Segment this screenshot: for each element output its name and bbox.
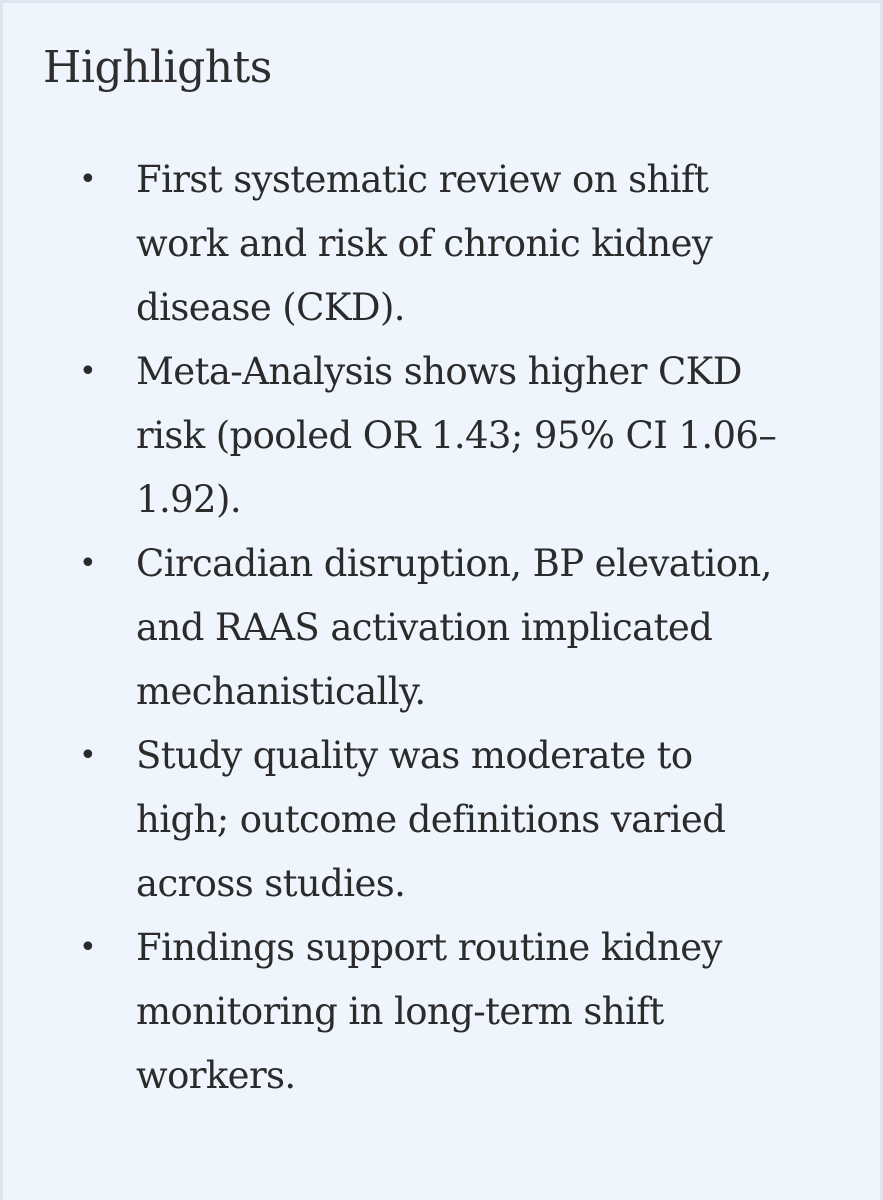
highlight-line: Meta-Analysis shows higher CKD: [136, 350, 742, 393]
bullet-icon: •: [79, 930, 97, 965]
highlight-line: across studies.: [136, 862, 406, 905]
highlight-text: [136, 148, 856, 340]
highlight-line: Circadian disruption, BP elevation,: [136, 542, 772, 585]
bullet-icon: •: [79, 738, 97, 773]
highlight-item-5: [0, 916, 883, 1108]
highlight-line: work and risk of chronic kidney: [136, 222, 713, 265]
highlight-text: [136, 340, 856, 532]
highlight-line: mechanistically.: [136, 670, 426, 713]
highlight-text: [136, 916, 856, 1108]
highlight-text: [136, 724, 856, 916]
highlight-line: Findings support routine kidney: [136, 926, 722, 969]
bullet-icon: •: [79, 546, 97, 581]
highlight-line: and RAAS activation implicated: [136, 606, 713, 649]
highlight-line: First systematic review on shift: [136, 158, 709, 201]
highlight-item-3: [0, 532, 883, 724]
highlight-line: workers.: [136, 1054, 296, 1097]
highlight-line: disease (CKD).: [136, 286, 405, 329]
highlight-line: monitoring in long-term shift: [136, 990, 664, 1033]
panel-border-top: [0, 0, 883, 3]
highlight-line: 1.92).: [136, 478, 241, 521]
highlight-line: Study quality was moderate to: [136, 734, 693, 777]
highlight-line: risk (pooled OR 1.43; 95% CI 1.06–: [136, 414, 777, 457]
highlights-title: Highlights: [43, 42, 272, 93]
highlights-list: [0, 148, 883, 1108]
highlight-text: [136, 532, 856, 724]
highlight-item-4: [0, 724, 883, 916]
bullet-icon: •: [79, 162, 97, 197]
highlight-item-2: [0, 340, 883, 532]
highlight-item-1: [0, 148, 883, 340]
highlight-line: high; outcome definitions varied: [136, 798, 726, 841]
bullet-icon: •: [79, 354, 97, 389]
